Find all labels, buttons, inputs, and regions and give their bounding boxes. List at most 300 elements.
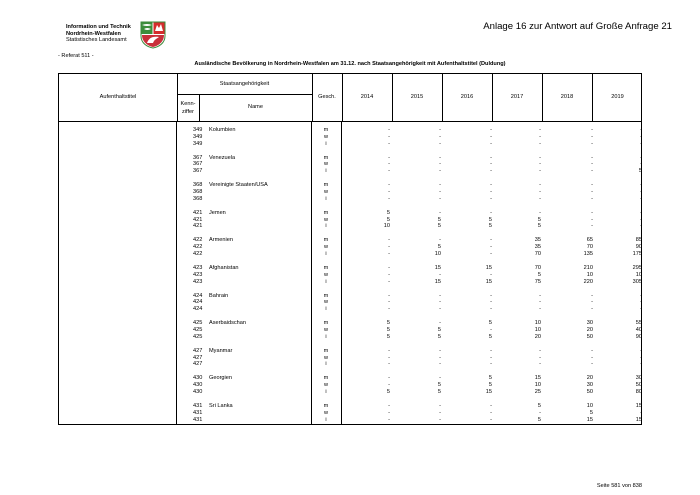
header-year-2014: 2014: [360, 94, 374, 100]
value-cell: -: [640, 195, 642, 202]
value-cell: -: [388, 416, 390, 423]
value-cell: 55: [635, 320, 642, 327]
gender-cell: w: [323, 354, 329, 361]
value-cell: -: [490, 402, 492, 409]
value-cell: 5: [488, 382, 492, 389]
value-cell: -: [388, 402, 390, 409]
table-header: [58, 73, 642, 122]
value-cell: -: [490, 133, 492, 140]
header-geschlecht: Gesch.: [318, 94, 336, 100]
value-cell: 5: [437, 216, 441, 223]
value-cell: -: [539, 168, 541, 175]
country-name-cell: Sri Lanka: [209, 402, 233, 409]
value-cell: 15: [485, 388, 492, 395]
value-cell: -: [388, 299, 390, 306]
value-cell: -: [388, 361, 390, 368]
value-cell: -: [439, 361, 441, 368]
value-cell: -: [539, 188, 541, 195]
value-cell: -: [490, 127, 492, 133]
value-cell: 20: [534, 333, 541, 340]
gender-cell: w: [323, 271, 329, 278]
kennziffer-cell: 421: [193, 209, 203, 216]
value-cell: -: [591, 133, 593, 140]
table-row: [58, 389, 642, 396]
value-cell: 70: [534, 264, 541, 271]
value-cell: -: [388, 168, 390, 175]
country-name-cell: Venezuela: [209, 154, 236, 161]
value-cell: -: [591, 195, 593, 202]
value-cell: -: [388, 347, 390, 354]
header-staatsangehoerigkeit: Staatsangehörigkeit: [219, 81, 270, 87]
value-cell: 5: [386, 209, 390, 216]
value-cell: -: [539, 299, 541, 306]
kennziffer-cell: 349: [193, 140, 203, 147]
value-cell: -: [439, 299, 441, 306]
table-row: [58, 334, 642, 341]
value-cell: 40: [635, 326, 642, 333]
value-cell: 295: [632, 264, 642, 271]
value-cell: -: [490, 299, 492, 306]
gender-cell: m: [323, 402, 329, 409]
country-group: [58, 375, 642, 403]
value-cell: -: [439, 154, 441, 161]
value-cell: -: [490, 326, 492, 333]
gender-cell: w: [323, 216, 329, 223]
country-group: [58, 320, 642, 348]
value-cell: -: [439, 237, 441, 244]
value-cell: -: [439, 161, 441, 168]
value-cell: -: [640, 354, 642, 361]
table-row: [58, 141, 642, 148]
value-cell: 15: [534, 375, 541, 382]
value-cell: 5: [537, 223, 541, 230]
value-cell: -: [640, 127, 642, 133]
gender-cell: m: [323, 264, 329, 271]
value-cell: -: [490, 306, 492, 313]
kennziffer-cell: 425: [193, 326, 203, 333]
value-cell: 5: [488, 223, 492, 230]
value-cell: -: [490, 209, 492, 216]
value-cell: -: [591, 292, 593, 299]
table-row: [58, 251, 642, 258]
value-cell: -: [439, 347, 441, 354]
value-cell: 15: [434, 264, 441, 271]
value-cell: -: [539, 140, 541, 147]
value-cell: -: [439, 127, 441, 133]
gender-cell: m: [323, 182, 329, 189]
gender-cell: m: [323, 292, 329, 299]
gender-cell: w: [323, 161, 329, 168]
value-cell: 5: [386, 326, 390, 333]
value-cell: -: [490, 244, 492, 251]
value-cell: 5: [386, 333, 390, 340]
kennziffer-cell: 427: [193, 354, 203, 361]
value-cell: -: [388, 306, 390, 313]
value-cell: -: [640, 292, 642, 299]
value-cell: -: [640, 182, 642, 189]
gender-cell: m: [323, 375, 329, 382]
gender-cell: m: [323, 320, 329, 327]
gender-cell: w: [323, 188, 329, 195]
value-cell: 15: [586, 416, 593, 423]
subheader-divider: [177, 94, 312, 95]
kennziffer-cell: 422: [193, 244, 203, 251]
kennziffer-cell: 430: [193, 375, 203, 382]
value-cell: 5: [437, 326, 441, 333]
value-cell: -: [591, 209, 593, 216]
country-name-cell: Armenien: [209, 237, 233, 244]
value-cell: 5: [488, 320, 492, 327]
value-cell: -: [439, 195, 441, 202]
kennziffer-cell: 367: [193, 154, 203, 161]
value-cell: -: [640, 223, 642, 230]
country-group: [58, 403, 642, 431]
value-cell: 10: [586, 402, 593, 409]
kennziffer-cell: 368: [193, 182, 203, 189]
value-cell: -: [439, 209, 441, 216]
value-cell: -: [388, 409, 390, 416]
value-cell: 10: [534, 382, 541, 389]
value-cell: -: [490, 347, 492, 354]
value-cell: -: [640, 409, 642, 416]
value-cell: -: [640, 133, 642, 140]
value-cell: -: [490, 161, 492, 168]
gender-cell: i: [325, 195, 327, 202]
gender-cell: m: [323, 209, 329, 216]
kennziffer-cell: 424: [193, 299, 203, 306]
value-cell: -: [591, 354, 593, 361]
header-kennziffer: [177, 100, 199, 116]
value-cell: -: [539, 347, 541, 354]
country-group: [58, 293, 642, 321]
country-group: [58, 348, 642, 376]
value-cell: 5: [437, 333, 441, 340]
value-cell: -: [539, 161, 541, 168]
country-name-cell: Bahrain: [209, 292, 229, 299]
value-cell: 15: [485, 264, 492, 271]
gender-cell: i: [325, 306, 327, 313]
value-cell: -: [490, 188, 492, 195]
value-cell: -: [490, 416, 492, 423]
gender-cell: w: [323, 244, 329, 251]
value-cell: 10: [586, 271, 593, 278]
value-cell: -: [388, 354, 390, 361]
gender-cell: m: [323, 347, 329, 354]
value-cell: 30: [586, 320, 593, 327]
table-bottom-border: [58, 424, 642, 425]
kennziffer-cell: 431: [193, 416, 203, 423]
value-cell: -: [591, 306, 593, 313]
value-cell: 90: [635, 333, 642, 340]
value-cell: 5: [437, 388, 441, 395]
table-row: [58, 223, 642, 230]
country-name-cell: Afghanistan: [209, 264, 239, 271]
value-cell: -: [388, 244, 390, 251]
value-cell: -: [591, 299, 593, 306]
value-cell: -: [439, 168, 441, 175]
value-cell: -: [490, 354, 492, 361]
value-cell: -: [591, 182, 593, 189]
value-cell: -: [490, 237, 492, 244]
country-group: [58, 265, 642, 293]
value-cell: -: [388, 154, 390, 161]
value-cell: 15: [434, 278, 441, 285]
country-group: [58, 155, 642, 183]
value-cell: 5: [437, 382, 441, 389]
table-row: [58, 168, 642, 175]
kennziffer-cell: 421: [193, 223, 203, 230]
kennziffer-cell: 368: [193, 188, 203, 195]
value-cell: -: [539, 409, 541, 416]
gender-cell: i: [325, 361, 327, 368]
value-cell: 50: [586, 333, 593, 340]
value-cell: -: [490, 195, 492, 202]
value-cell: -: [388, 271, 390, 278]
value-cell: -: [539, 361, 541, 368]
document-title: Anlage 16 zur Antwort auf Große Anfrage 21: [483, 21, 672, 32]
kennziffer-cell: 430: [193, 382, 203, 389]
value-cell: -: [539, 354, 541, 361]
country-name-cell: Vereinigte Staaten/USA: [209, 182, 268, 189]
gender-cell: i: [325, 250, 327, 257]
kennziffer-cell: 424: [193, 306, 203, 313]
value-cell: 5: [488, 375, 492, 382]
gender-cell: i: [325, 223, 327, 230]
country-name-cell: Aserbaidschan: [209, 320, 247, 327]
value-cell: -: [439, 320, 441, 327]
value-cell: -: [388, 188, 390, 195]
header-kennziffer-line-2: ziffer: [181, 109, 195, 115]
value-cell: -: [640, 216, 642, 223]
value-cell: -: [591, 188, 593, 195]
kennziffer-cell: 423: [193, 264, 203, 271]
gender-cell: w: [323, 409, 329, 416]
value-cell: -: [591, 216, 593, 223]
value-cell: 90: [635, 244, 642, 251]
value-cell: -: [490, 250, 492, 257]
gender-cell: i: [325, 388, 327, 395]
gender-cell: m: [323, 154, 329, 161]
value-cell: -: [591, 223, 593, 230]
value-cell: -: [388, 133, 390, 140]
value-cell: -: [490, 409, 492, 416]
value-cell: -: [490, 168, 492, 175]
value-cell: -: [640, 361, 642, 368]
value-cell: -: [439, 271, 441, 278]
value-cell: 5: [386, 388, 390, 395]
kennziffer-cell: 349: [193, 127, 203, 133]
kennziffer-cell: 368: [193, 195, 203, 202]
value-cell: -: [388, 195, 390, 202]
value-cell: 50: [635, 382, 642, 389]
gender-cell: w: [323, 133, 329, 140]
value-cell: 5: [386, 320, 390, 327]
value-cell: -: [388, 161, 390, 168]
kennziffer-cell: 349: [193, 133, 203, 140]
kennziffer-cell: 425: [193, 320, 203, 327]
value-cell: -: [539, 154, 541, 161]
org-name: [66, 24, 131, 44]
header-name: Name: [248, 104, 263, 110]
value-cell: -: [539, 133, 541, 140]
value-cell: 5: [437, 223, 441, 230]
value-cell: 65: [586, 237, 593, 244]
value-cell: -: [640, 140, 642, 147]
value-cell: 220: [583, 278, 593, 285]
kennziffer-cell: 423: [193, 271, 203, 278]
table-row: [58, 279, 642, 286]
value-cell: 20: [586, 326, 593, 333]
country-name-cell: Jemen: [209, 209, 226, 216]
value-cell: -: [439, 188, 441, 195]
kennziffer-cell: 431: [193, 402, 203, 409]
value-cell: 5: [537, 216, 541, 223]
value-cell: -: [539, 195, 541, 202]
value-cell: -: [591, 140, 593, 147]
table-row: [58, 196, 642, 203]
kennziffer-cell: 431: [193, 409, 203, 416]
value-cell: 75: [534, 278, 541, 285]
country-group: [58, 237, 642, 265]
value-cell: -: [439, 182, 441, 189]
table-row: [58, 417, 642, 424]
kennziffer-cell: 367: [193, 161, 203, 168]
kennziffer-cell: 427: [193, 347, 203, 354]
org-line-3: Statistisches Landesamt: [66, 37, 127, 44]
value-cell: -: [591, 361, 593, 368]
header-aufenthaltstitel: Aufenthaltstitel: [99, 94, 137, 100]
value-cell: -: [388, 375, 390, 382]
value-cell: -: [388, 292, 390, 299]
value-cell: -: [490, 292, 492, 299]
value-cell: 5: [537, 402, 541, 409]
value-cell: 5: [537, 416, 541, 423]
value-cell: 5: [488, 216, 492, 223]
value-cell: -: [640, 306, 642, 313]
value-cell: -: [388, 278, 390, 285]
value-cell: 175: [632, 250, 642, 257]
value-cell: -: [640, 209, 642, 216]
value-cell: -: [439, 292, 441, 299]
gender-cell: i: [325, 278, 327, 285]
value-cell: -: [388, 127, 390, 133]
value-cell: -: [388, 382, 390, 389]
gender-cell: m: [323, 127, 329, 133]
kennziffer-cell: 421: [193, 216, 203, 223]
value-cell: -: [490, 140, 492, 147]
value-cell: -: [539, 292, 541, 299]
value-cell: 5: [638, 168, 642, 175]
value-cell: 10: [434, 250, 441, 257]
kennziffer-cell: 430: [193, 388, 203, 395]
country-group: [58, 182, 642, 210]
value-cell: 305: [632, 278, 642, 285]
value-cell: 30: [635, 375, 642, 382]
value-cell: 5: [537, 271, 541, 278]
kennziffer-cell: 424: [193, 292, 203, 299]
value-cell: -: [539, 209, 541, 216]
value-cell: 35: [534, 237, 541, 244]
header-kennziffer-line-1: Kenn-: [180, 101, 196, 107]
kennziffer-cell: 427: [193, 361, 203, 368]
value-cell: -: [439, 409, 441, 416]
value-cell: 50: [586, 388, 593, 395]
value-cell: -: [439, 375, 441, 382]
value-cell: -: [388, 264, 390, 271]
value-cell: 70: [586, 244, 593, 251]
value-cell: 10: [383, 223, 390, 230]
header-year-2019: 2019: [611, 94, 624, 100]
value-cell: -: [539, 306, 541, 313]
value-cell: 135: [583, 250, 593, 257]
country-name-cell: Myanmar: [209, 347, 233, 354]
value-cell: -: [439, 354, 441, 361]
header-year-2015: 2015: [410, 94, 424, 100]
value-cell: 5: [437, 244, 441, 251]
value-cell: -: [490, 154, 492, 161]
gender-cell: i: [325, 416, 327, 423]
kennziffer-cell: 367: [193, 168, 203, 175]
country-name-cell: Georgien: [209, 375, 233, 382]
value-cell: -: [439, 133, 441, 140]
value-cell: 35: [534, 244, 541, 251]
value-cell: -: [388, 140, 390, 147]
country-group: [58, 127, 642, 155]
value-cell: -: [539, 127, 541, 133]
nrw-coat-of-arms-icon: [140, 21, 166, 49]
gender-cell: i: [325, 333, 327, 340]
value-cell: 10: [534, 326, 541, 333]
table-title: Ausländische Bevölkerung in Nordrhein-Westfalen am 31.12. nach Staatsangehörigkeit mit Aufenthaltstitel (Duldung): [194, 61, 506, 67]
gender-cell: w: [323, 326, 329, 333]
value-cell: -: [640, 299, 642, 306]
org-line-2: Nordrhein-Westfalen: [66, 30, 121, 37]
value-cell: -: [591, 168, 593, 175]
value-cell: 15: [635, 416, 642, 423]
value-cell: -: [640, 188, 642, 195]
value-cell: -: [439, 306, 441, 313]
org-line-1: Information und Technik: [66, 24, 131, 30]
table-body: [58, 127, 642, 431]
gender-cell: i: [325, 140, 327, 147]
value-cell: -: [388, 250, 390, 257]
value-cell: -: [640, 154, 642, 161]
gender-cell: w: [323, 299, 329, 306]
value-cell: -: [591, 347, 593, 354]
value-cell: 5: [488, 333, 492, 340]
value-cell: -: [439, 140, 441, 147]
value-cell: -: [388, 182, 390, 189]
value-cell: -: [490, 182, 492, 189]
page-number: Seite 581 von 838: [596, 483, 642, 489]
gender-cell: i: [325, 168, 327, 175]
value-cell: -: [490, 361, 492, 368]
value-cell: -: [388, 237, 390, 244]
kennziffer-cell: 425: [193, 333, 203, 340]
value-cell: 10: [635, 271, 642, 278]
value-cell: -: [439, 416, 441, 423]
kennziffer-cell: 423: [193, 278, 203, 285]
header-year-2016: 2016: [460, 94, 474, 100]
value-cell: 70: [534, 250, 541, 257]
value-cell: 5: [386, 216, 390, 223]
header-year-2017: 2017: [510, 94, 524, 100]
kennziffer-cell: 422: [193, 237, 203, 244]
value-cell: -: [640, 161, 642, 168]
value-cell: 15: [635, 402, 642, 409]
value-cell: 25: [534, 388, 541, 395]
value-cell: 10: [534, 320, 541, 327]
